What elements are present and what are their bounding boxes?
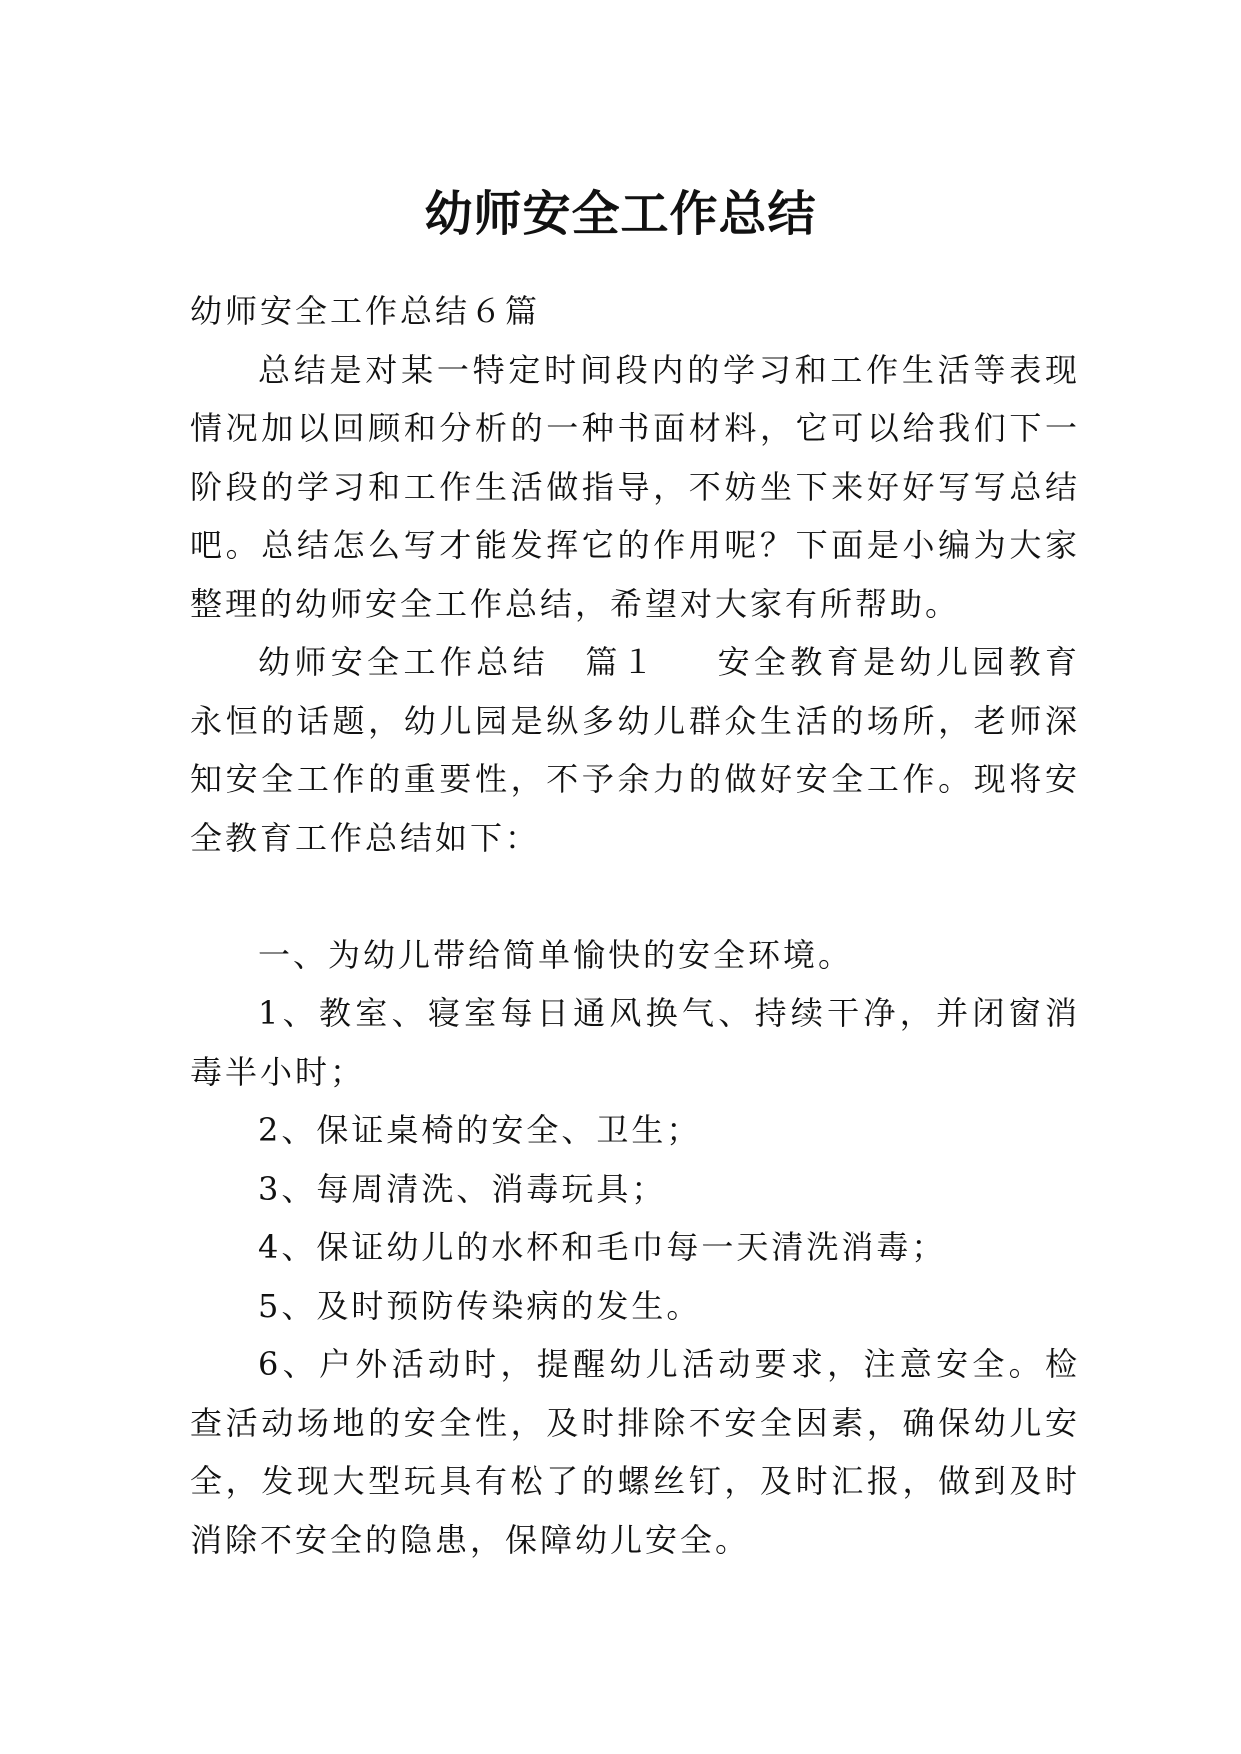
list-item: 6、户外活动时，提醒幼儿活动要求，注意安全。检查活动场地的安全性，及时排除不安全因素，确保幼儿安全，发现大型玩具有松了的螺丝钉，及时汇报，做到及时消除不安全的隐患，保障幼儿安全。 <box>190 1345 1080 1559</box>
section1-paragraph <box>190 633 1080 867</box>
section1-intro: 安全教育是幼儿园教育永恒的话题，幼儿园是纵多幼儿群众生活的场所，老师深知安全工作的重要性，不予余力的做好安全工作。现将安全教育工作总结如下： <box>190 643 1080 857</box>
list-item: 2、保证桌椅的安全、卫生； <box>258 1111 702 1149</box>
section1-heading: 幼师安全工作总结 篇１ <box>258 643 659 681</box>
list-item: 4、保证幼儿的水杯和毛巾每一天清洗消毒； <box>258 1228 947 1266</box>
document-subtitle: 幼师安全工作总结６篇 <box>190 292 541 330</box>
part1-heading: 一、为幼儿带给简单愉快的安全环境。 <box>258 935 854 974</box>
list-item: 5、及时预防传染病的发生。 <box>258 1286 702 1325</box>
blank-line <box>190 867 1080 926</box>
document-body <box>190 282 1080 1569</box>
intro-paragraph: 总结是对某一特定时间段内的学习和工作生活等表现情况加以回顾和分析的一种书面材料，它可以给我们下一阶段的学习和工作生活做指导，不妨坐下来好好写写总结吧。总结怎么写才能发挥它的作用呢？下面是小编为大家整理的幼师安全工作总结，希望对大家有所帮助。 <box>190 350 1080 623</box>
list-item: 3、每周清洗、消毒玩具； <box>258 1169 667 1208</box>
list-item: 1、教室、寝室每日通风换气、持续干净，并闭窗消毒半小时； <box>190 994 1080 1091</box>
document-title: 幼师安全工作总结 <box>424 186 817 243</box>
